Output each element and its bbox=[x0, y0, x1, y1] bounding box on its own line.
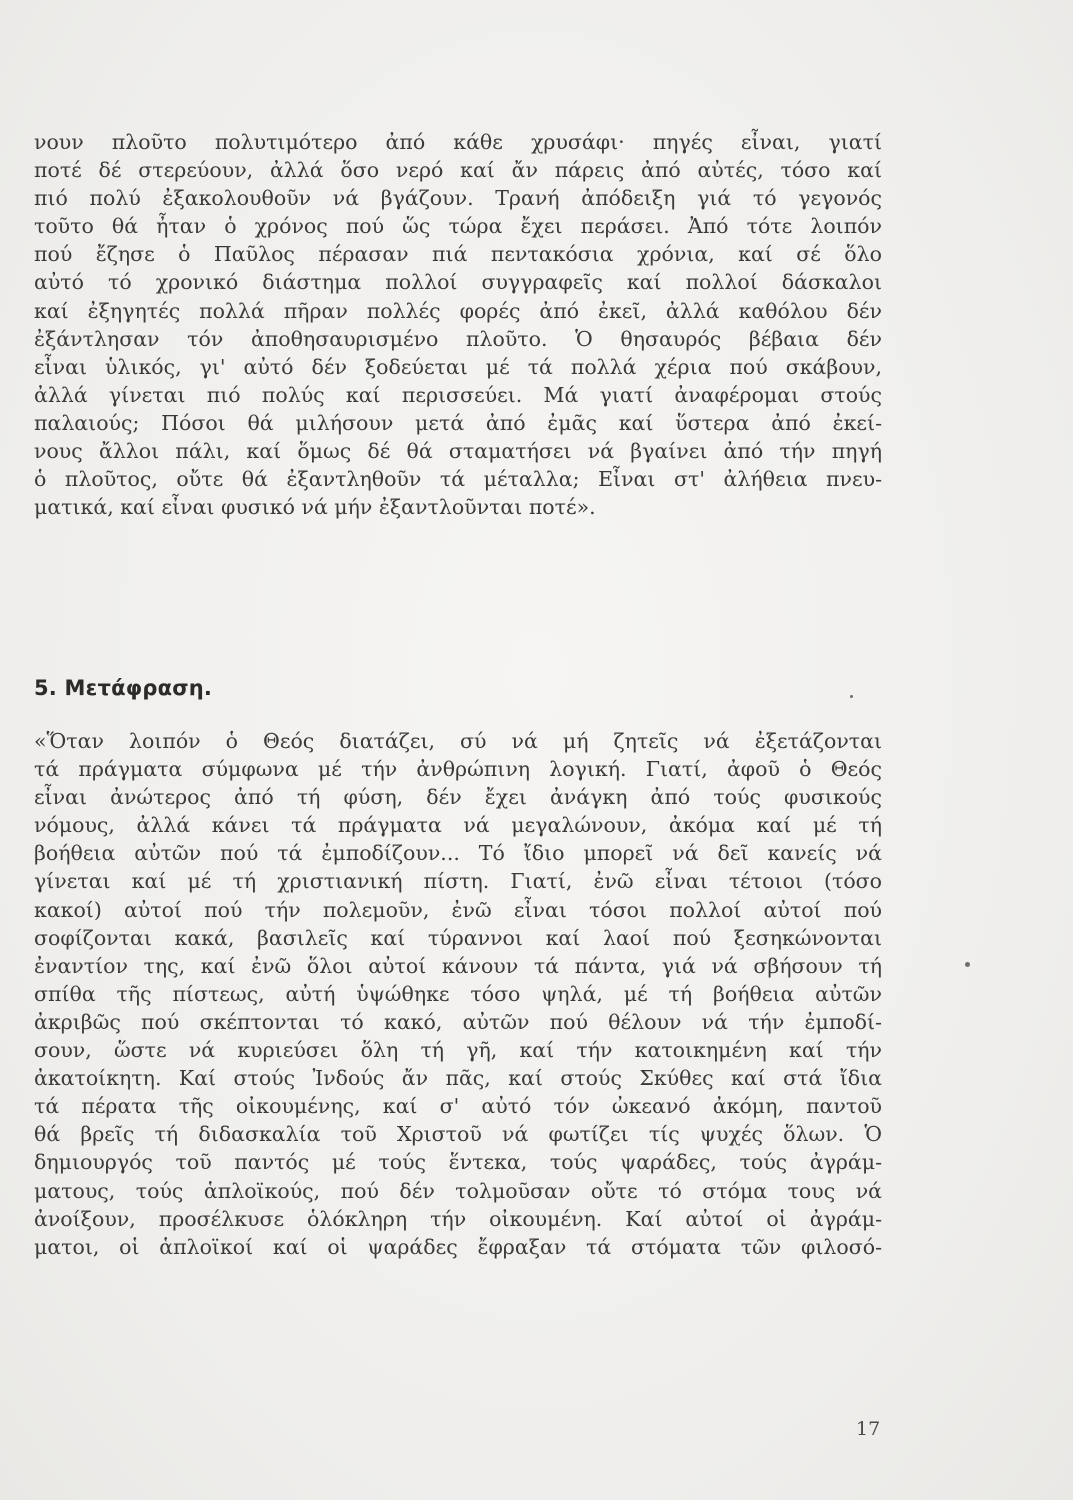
text-line: σοφίζονται κακά, βασιλεῖς καί τύραννοι καί λαοί πού ξεσηκώνονται bbox=[34, 925, 882, 950]
text-line: ματους, τούς ἁπλοϊκούς, πού δέν τολμοῦσαν οὔτε τό στόμα τους νά bbox=[34, 1178, 882, 1203]
text-line: ἀνοίξουν, προσέλκυσε ὁλόκληρη τήν οἰκουμένη. Καί αὐτοί οἱ ἀγράμ- bbox=[34, 1206, 882, 1231]
text-line: γίνεται καί μέ τή χριστιανική πίστη. Γιατί, ἐνῶ εἶναι τέτοιοι (τόσο bbox=[34, 869, 882, 894]
text-line: παλαιούς; Πόσοι θά μιλήσουν μετά ἀπό ἐμᾶς καί ὕστερα ἀπό ἐκεί- bbox=[34, 410, 882, 435]
text-line: νόμους, ἀλλά κάνει τά πράγματα νά μεγαλώνουν, ἀκόμα καί μέ τή bbox=[34, 813, 882, 838]
text-line: ποτέ δέ στερεύουν, ἀλλά ὅσο νερό καί ἄν πάρεις ἀπό αὐτές, τόσο καί bbox=[34, 158, 882, 183]
paragraph-continuation bbox=[34, 128, 882, 521]
text-line: σπίθα τῆς πίστεως, αὐτή ὑψώθηκε τόσο ψηλά, μέ τή βοήθεια αὐτῶν bbox=[34, 981, 882, 1006]
text-line: ἐναντίον της, καί ἐνῶ ὅλοι αὐτοί κάνουν τά πάντα, γιά νά σβήσουν τή bbox=[34, 953, 882, 978]
scan-speck bbox=[965, 962, 970, 967]
text-line: σουν, ὥστε νά κυριεύσει ὅλη τή γῆ, καί τήν κατοικημένη καί τήν bbox=[34, 1038, 882, 1063]
page-number: 17 bbox=[856, 1418, 881, 1440]
text-line: νουν πλοῦτο πολυτιμότερο ἀπό κάθε χρυσάφι· πηγές εἶναι, γιατί bbox=[34, 130, 882, 154]
scan-speck bbox=[850, 695, 853, 698]
text-line: πιό πολύ ἐξακολουθοῦν νά βγάζουν. Τρανή ἀπόδειξη γιά τό γεγονός bbox=[34, 186, 882, 211]
text-line: τά πέρατα τῆς οἰκουμένης, καί σ' αὐτό τόν ὠκεανό ἀκόμη, παντοῦ bbox=[34, 1094, 882, 1119]
section-heading: 5. Μετάφραση. bbox=[34, 676, 213, 700]
text-line: ἀκατοίκητη. Καί στούς Ἰνδούς ἄν πᾶς, καί στούς Σκύθες καί στά ἴδια bbox=[34, 1066, 882, 1091]
text-line: κακοί) αὐτοί πού τήν πολεμοῦν, ἐνῶ εἶναι τόσοι πολλοί αὐτοί πού bbox=[34, 897, 882, 922]
text-line: ματοι, οἱ ἁπλοϊκοί καί οἱ ψαράδες ἔφραξαν τά στόματα τῶν φιλοσό- bbox=[34, 1234, 882, 1259]
text-line: «Ὅταν λοιπόν ὁ Θεός διατάζει, σύ νά μή ζητεῖς νά ἐξετάζονται bbox=[34, 729, 882, 753]
text-line: βοήθεια αὐτῶν πού τά ἐμποδίζουν... Τό ἴδιο μπορεῖ νά δεῖ κανείς νά bbox=[34, 841, 882, 866]
text-line: θά βρεῖς τή διδασκαλία τοῦ Χριστοῦ νά φωτίζει τίς ψυχές ὅλων. Ὁ bbox=[34, 1122, 882, 1147]
text-line: ὁ πλοῦτος, οὔτε θά ἐξαντληθοῦν τά μέταλλα; Εἶναι στ' ἀλήθεια πνευ- bbox=[34, 467, 882, 492]
text-line: τά πράγματα σύμφωνα μέ τήν ἀνθρώπινη λογική. Γιατί, ἀφοῦ ὁ Θεός bbox=[34, 757, 882, 782]
text-line: δημιουργός τοῦ παντός μέ τούς ἕντεκα, τούς ψαράδες, τούς ἀγράμ- bbox=[34, 1150, 882, 1175]
text-line: ἐξάντλησαν τόν ἀποθησαυρισμένο πλοῦτο. Ὁ θησαυρός βέβαια δέν bbox=[34, 326, 882, 351]
text-line: εἶναι ὑλικός, γι' αὐτό δέν ξοδεύεται μέ τά πολλά χέρια πού σκάβουν, bbox=[34, 354, 882, 379]
text-line: καί ἐξηγητές πολλά πῆραν πολλές φορές ἀπό ἐκεῖ, ἀλλά καθόλου δέν bbox=[34, 298, 882, 323]
text-line: νους ἄλλοι πάλι, καί ὅμως δέ θά σταματήσει νά βγαίνει ἀπό τήν πηγή bbox=[34, 439, 882, 464]
text-line: τοῦτο θά ἦταν ὁ χρόνος πού ὥς τώρα ἔχει περάσει. Ἀπό τότε λοιπόν bbox=[34, 214, 882, 239]
text-line: αὐτό τό χρονικό διάστημα πολλοί συγγραφεῖς καί πολλοί δάσκαλοι bbox=[34, 270, 882, 295]
text-line: εἶναι ἀνώτερος ἀπό τή φύση, δέν ἔχει ἀνάγκη ἀπό τούς φυσικούς bbox=[34, 785, 882, 810]
translation-paragraph bbox=[34, 727, 882, 1261]
text-line: ματικά, καί εἶναι φυσικό νά μήν ἐξαντλοῦνται ποτέ». bbox=[34, 495, 596, 520]
text-line: πού ἔζησε ὁ Παῦλος πέρασαν πιά πεντακόσια χρόνια, καί σέ ὅλο bbox=[34, 242, 882, 267]
text-line: ἀλλά γίνεται πιό πολύς καί περισσεύει. Μά γιατί ἀναφέρομαι στούς bbox=[34, 382, 882, 407]
text-line: ἀκριβῶς πού σκέπτονται τό κακό, αὐτῶν πού θέλουν νά τήν ἐμποδί- bbox=[34, 1009, 882, 1034]
